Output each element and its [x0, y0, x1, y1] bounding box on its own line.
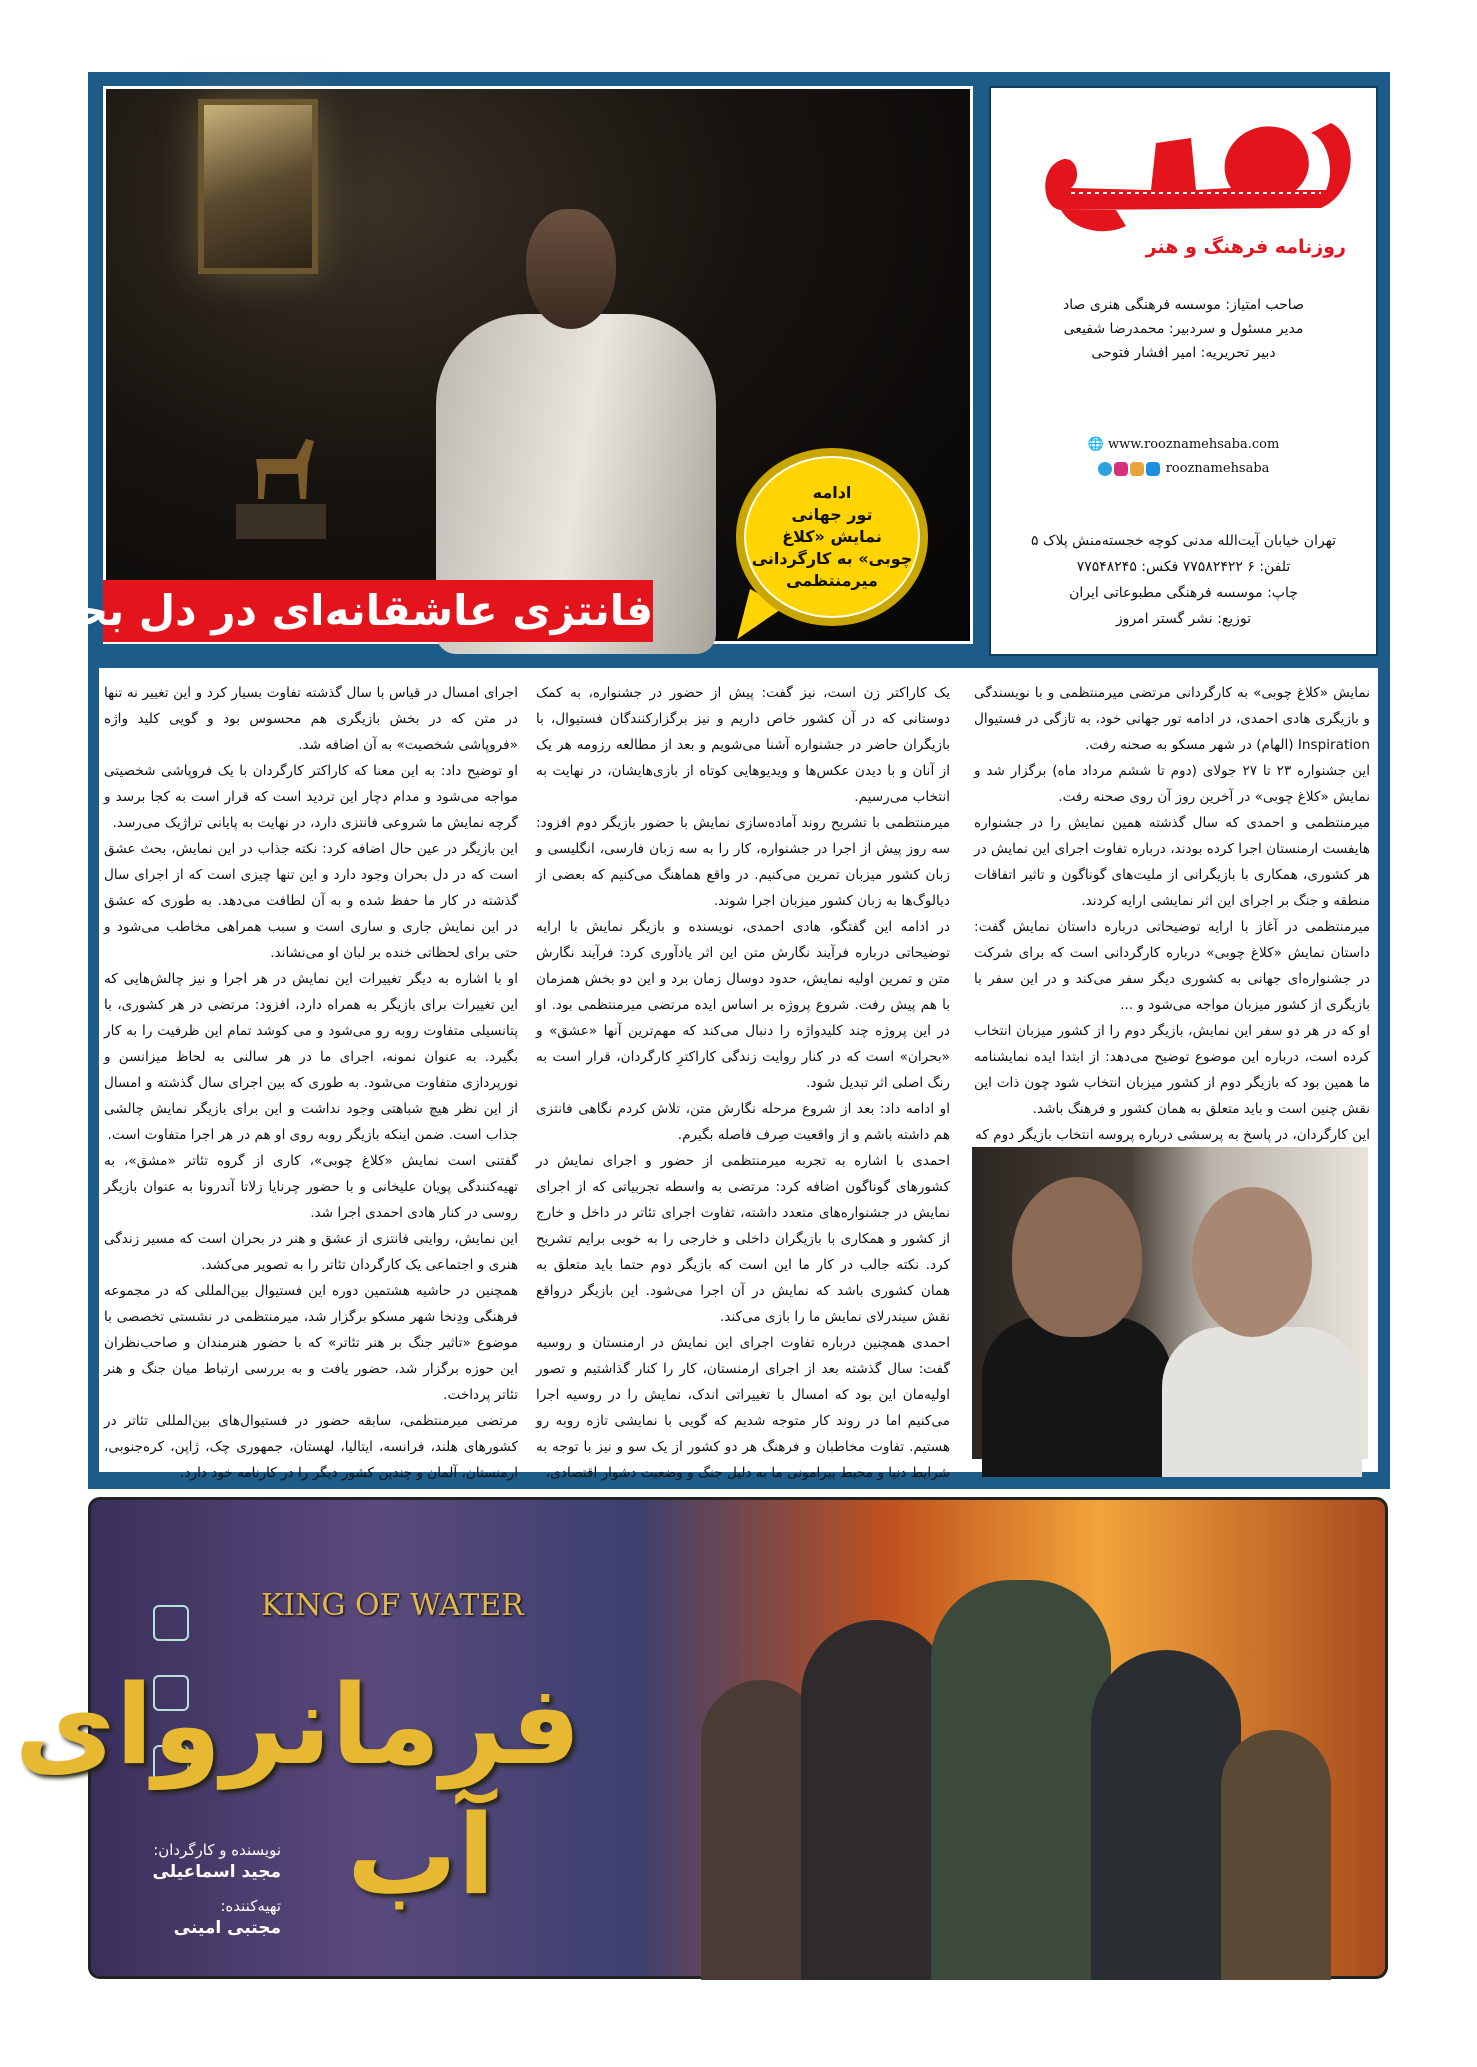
website-link[interactable]: www.rooznamehsaba.com: [1108, 437, 1280, 452]
credit-name: مجید اسماعیلی: [152, 1862, 281, 1882]
advertisement-banner[interactable]: [14, 1497, 1388, 1979]
ad-characters-artwork: [701, 1540, 1341, 1980]
ad-title-persian: فرمانروای آب: [14, 1661, 581, 1919]
bubble-line: ادامه: [812, 483, 852, 502]
paragraph: احمدی همچنین درباره تفاوت اجرای این نمایش در ارمنستان و روسیه گفت: سال گذشته بعد از اجرای ارمنستان، کار را کنار گذاشتیم و تصور اولیه‌مان این بود که امسال با تغییراتی اندک، نمایش را در روسیه اجرا می‌کنیم اما در روند کار متوجه شدیم که گویی با نمایشی تازه روبه رو هستیم. تفاوت مخاطبان و فرهنگ هر دو کشور از یک سو و نیز با توجه به شرایط دنیا و محیط پیرامونی ما به دلیل جنگ و وضعیت دشوار اقتصادی،: [536, 1335, 950, 1481]
aparat-icon[interactable]: [1130, 462, 1144, 476]
credit-label: نویسنده و کارگردان:: [153, 1841, 281, 1859]
saba-logo: [1031, 98, 1351, 248]
paragraph: مرتضی میرمنتظمی، سابقه حضور در فستیوال‌های بین‌المللی تئاتر در کشورهای هلند، فرانسه، ایتالیا، لهستان، جمهوری چک، ژاپن، کره‌جنوبی، ارمنستان، آلمان و چندین کشور دیگر را در کارنامه خود دارد.: [104, 1413, 518, 1481]
paragraph: این بازیگر در عین حال اضافه کرد: نکته جذاب در این نمایش، بحث عشق است که در دل بحران وجود دارد و این تنها چیزی است که از اجرای سال گذشته در کار ما حفظ شده و به آن لطافت می‌دهد. به طوری که عشق در این نمایش جاری و ساری است و سبب همراهی مخاطب می‌شود و حتی برای لحظاتی خنده بر لبان او می‌نشاند.: [104, 841, 518, 961]
social-handle[interactable]: rooznamehsaba: [1165, 461, 1270, 476]
staff-line: مدیر مسئول و سردبیر: محمدرضا شفیعی: [1063, 321, 1304, 337]
staff-line: دبیر تحریریه: امیر افشار فتوحی: [1091, 345, 1276, 361]
masthead: [989, 86, 1378, 656]
bubble-line: میرمنتظمی: [786, 571, 878, 590]
address-block: [991, 528, 1376, 632]
logo-subtitle: روزنامه فرهنگ و هنر: [1145, 236, 1346, 258]
article-column-left: [104, 680, 518, 1486]
horse-statue-in-photo: [236, 419, 326, 539]
character-figure: [931, 1580, 1111, 1980]
paragraph: این نمایش، روایتی فانتزی از عشق و هنر در بحران است که مسیر زندگی هنری و اجتماعی یک کارگردان تئاتر را به تصویر می‌کشد.: [104, 1231, 518, 1273]
article-column-right: [974, 680, 1370, 1148]
teaser-bubble: [736, 448, 928, 626]
credit-name: مجتبی امینی: [173, 1918, 281, 1938]
address-line: تهران خیابان آیت‌الله مدنی کوچه خجسته‌منش پلاک ۵: [1030, 533, 1337, 549]
paragraph: میرمنتظمی و احمدی که سال گذشته همین نمایش را در جشنواره هایفست ارمنستان اجرا کرده بودند، درباره تفاوت اجرای این نمایش در هر کشوری، همکاری با بازیگرانی از ملیت‌های گوناگون و تاثیر اتفاقات منطقه و جنگ بر اجرای این اثر نمایشی ارایه کردند.: [974, 815, 1370, 909]
paragraph: اجرای امسال در قیاس با سال گذشته تفاوت بسیار کرد و این تغییر نه تنها در متن که در بخش بازیگری هم محسوس بود و گویی کلید واژه «فروپاشی شخصیت» به آن اضافه شد.: [104, 685, 518, 753]
phone-line: تلفن: ۶ ۷۷۵۸۲۴۲۲ فکس: ۷۷۵۴۸۲۴۵: [1076, 559, 1291, 575]
staff-list: [991, 293, 1376, 365]
paragraph: نمایش «کلاغ چوبی» به کارگردانی مرتضی میرمنتظمی و با نویسندگی و بازیگری هادی احمدی، در ادامه تور جهانی خود، به تازگی در فستیوال Inspiration (الهام) در شهر مسکو به صحنه رفت.: [974, 685, 1370, 753]
staff-line: صاحب امتیاز: موسسه فرهنگی هنری صاد: [1063, 297, 1304, 313]
paragraph: او توضیح داد: به این معنا که کاراکتر کارگردان با یک فروپاشی شخصیتی مواجه می‌شود و مدام دچار این تردید است که قرار است به کجا برسد و گرچه نمایش ما شروعی فانتزی دارد، در نهایت به پایانی تراژیک می‌رسد.: [104, 763, 518, 831]
paragraph: احمدی با اشاره به تجربه میرمنتظمی از حضور و اجرای نمایش در کشورهای گوناگون اضافه کرد: مرتضی به واسطه تجربیاتی که از اجرای نمایش در جشنواره‌های متعدد داشته، تفاوت اجرای تئاتر در داخل و خارج از کشور و همکاری با بازیگران داخلی و خارجی را به خوبی برایم تشریح کرد. نکته جالب در کار ما این است که بازیگر دوم حتما باید متعلق به همان کشوری باشد که نمایش در آن اجرا می‌شود. این بازیگر درواقع نقش سیندرلای نمایش ما را بازی می‌کند.: [536, 1153, 950, 1325]
ad-title-english: KING OF WATER: [261, 1588, 524, 1623]
character-figure: [1091, 1650, 1241, 1980]
paragraph: میرمنتظمی در آغاز با ارایه توضیحاتی درباره داستان نمایش گفت: داستان نمایش «کلاغ چوبی» درباره کارگردانی است که برای شرکت در جشنواره‌ای جهانی به کشوری دیگر سفر می‌کند و در این سفر با بازیگری از کشور میزبان مواجه می‌شود و ...: [974, 919, 1370, 1013]
paragraph: گفتنی است نمایش «کلاغ چوبی»، کاری از گروه تئاتر «مشق»، به تهیه‌کنندگی پویان علیخانی و با حضور چرنایا زلاتا آندرونا به عنوان بازیگر روسی در کنار هادی احمدی اجرا شد.: [104, 1153, 518, 1221]
paragraph: این کارگردان، در پاسخ به پرسشی درباره پروسه انتخاب بازیگر دوم که: [975, 1127, 1370, 1143]
telegram-icon[interactable]: [1098, 462, 1112, 476]
distribution-line: توزیع: نشر گستر امروز: [1115, 611, 1252, 627]
person-right-body: [1162, 1327, 1362, 1477]
paragraph: او که در هر دو سفر این نمایش، بازیگر دوم را از کشور میزبان انتخاب کرده است، درباره این موضوع توضیح می‌دهد: از ابتدا ایده نمایشنامه ما همین بود که بازیگر دوم از کشور میزبان انتخاب شود چون ذات این نقش چنین است و باید متعلق به همان کشور و فرهنگ باشد.: [974, 1023, 1370, 1117]
bubble-line: تور جهانی: [791, 505, 873, 524]
painting-in-photo: [198, 99, 318, 274]
sponsor-logo-icon: [153, 1605, 189, 1641]
paragraph: او ادامه داد: بعد از شروع مرحله نگارش متن، تلاش کردم نگاهی فانتزی هم داشته باشم و از واقعیت صِرف فاصله بگیرم.: [536, 1101, 950, 1143]
paragraph: همچنین در حاشیه هشتمین دوره این فستیوال بین‌المللی که در مجموعه فرهنگی ودِنخا شهر مسکو برگزار شد، میرمنتظمی در نشستی تخصصی با موضوع «تاثیر جنگ بر هنر تئاتر» که با حضور هنرمندان و صاحب‌نظران این حوزه برگزار شد، حضور یافت و به بررسی ارتباط میان جنگ و هنر تئاتر پرداخت.: [104, 1283, 518, 1403]
person-left-body: [982, 1317, 1172, 1477]
paragraph: این جشنواره ۲۳ تا ۲۷ جولای (دوم تا ششم مرداد ماه) برگزار شد و نمایش «کلاغ چوبی» در آخرین روز آن روی صحنه رفت.: [974, 763, 1370, 805]
paragraph: در ادامه این گفتگو، هادی احمدی، نویسنده و بازیگر نمایش با ارایه توضیحاتی درباره فرآیند نگارش متن این اثر یادآوری کرد: فرآیند نگارش متن و تمرین اولیه نمایش، حدود دوسال زمان برد و این دو بخش همزمان با هم پیش رفت. شروع پروژه بر اساس ایده مرتضی میرمنتظمی بود. او در این پروژه چند کلیدواژه را دنبال می‌کند که مهم‌ترین آنها «عشق» و «بحران» است که در کنار روایت زندگی کاراکترِ کارگردان، قرار است به رنگ اصلی اثر تبدیل شود.: [536, 919, 950, 1091]
credit-label: تهیه‌کننده:: [220, 1897, 281, 1915]
headline: فانتزی عاشقانه‌ای در دل بحران: [103, 580, 653, 642]
twitter-icon[interactable]: [1146, 462, 1160, 476]
paragraph: او با اشاره به دیگر تغییرات این نمایش در هر اجرا و نیز چالش‌هایی که این تغییرات برای بازیگر به همراه دارد، افزود: مرتضی در هر کشوری، با پتانسیلی متفاوت روبه رو می‌شود و می کوشد تمام این ظرفیت را به کار بگیرد. به عنوان نمونه، اجرای ما در هر سالنی به لحاظ میزانسن و نورپردازی متفاوت می‌شود. به طوری که بین اجرای سال گذشته و امسال از این نظر هیچ شباهتی وجود نداشت و این برای بازیگر نمایش چالشی جذاب است. ضمن اینکه بازیگر روبه روی او هم در هر اجرا متفاوت است.: [104, 971, 518, 1143]
person-left-head: [1012, 1177, 1142, 1337]
print-line: چاپ: موسسه فرهنگی مطبوعاتی ایران: [1069, 585, 1298, 601]
director-and-actor-photo: [972, 1147, 1368, 1459]
bubble-line: نمایش «کلاغ: [782, 527, 882, 546]
globe-icon: 🌐: [1087, 437, 1104, 452]
web-info: [991, 433, 1376, 481]
instagram-icon[interactable]: [1114, 462, 1128, 476]
ad-credits: [131, 1840, 281, 1952]
article-column-middle: [536, 680, 950, 1486]
character-figure: [801, 1620, 951, 1980]
paragraph: میرمنتظمی با تشریح روند آماده‌سازی نمایش با حضور بازیگر دوم افزود: سه روز پیش از اجرا در جشنواره، کار را به سه زبان فارسی، انگلیسی و زبان کشور میزبان تمرین می‌کنیم. در واقع هماهنگ می‌کنیم که بعضی از دیالوگ‌ها به زبان کشور میزبان اجرا شوند.: [536, 815, 950, 909]
person-right-head: [1192, 1187, 1312, 1337]
character-figure: [1221, 1730, 1331, 1980]
paragraph: یک کاراکتر زن است، نیز گفت: پیش از حضور در جشنواره، به کمک دوستانی که در آن کشور خاص داریم و نیز برگزارکنندگان فستیوال، با بازیگران حاضر در جشنواره آشنا می‌شویم و بعد از مطالعه رزومه هر یک از آنان و با دیدن عکس‌ها و ویدیوهایی کوتاه از بازی‌هایشان، در نهایت به انتخاب می‌رسیم.: [536, 685, 950, 805]
actor-head: [526, 209, 616, 329]
bubble-line: چوبی» به کارگردانی: [751, 549, 913, 568]
